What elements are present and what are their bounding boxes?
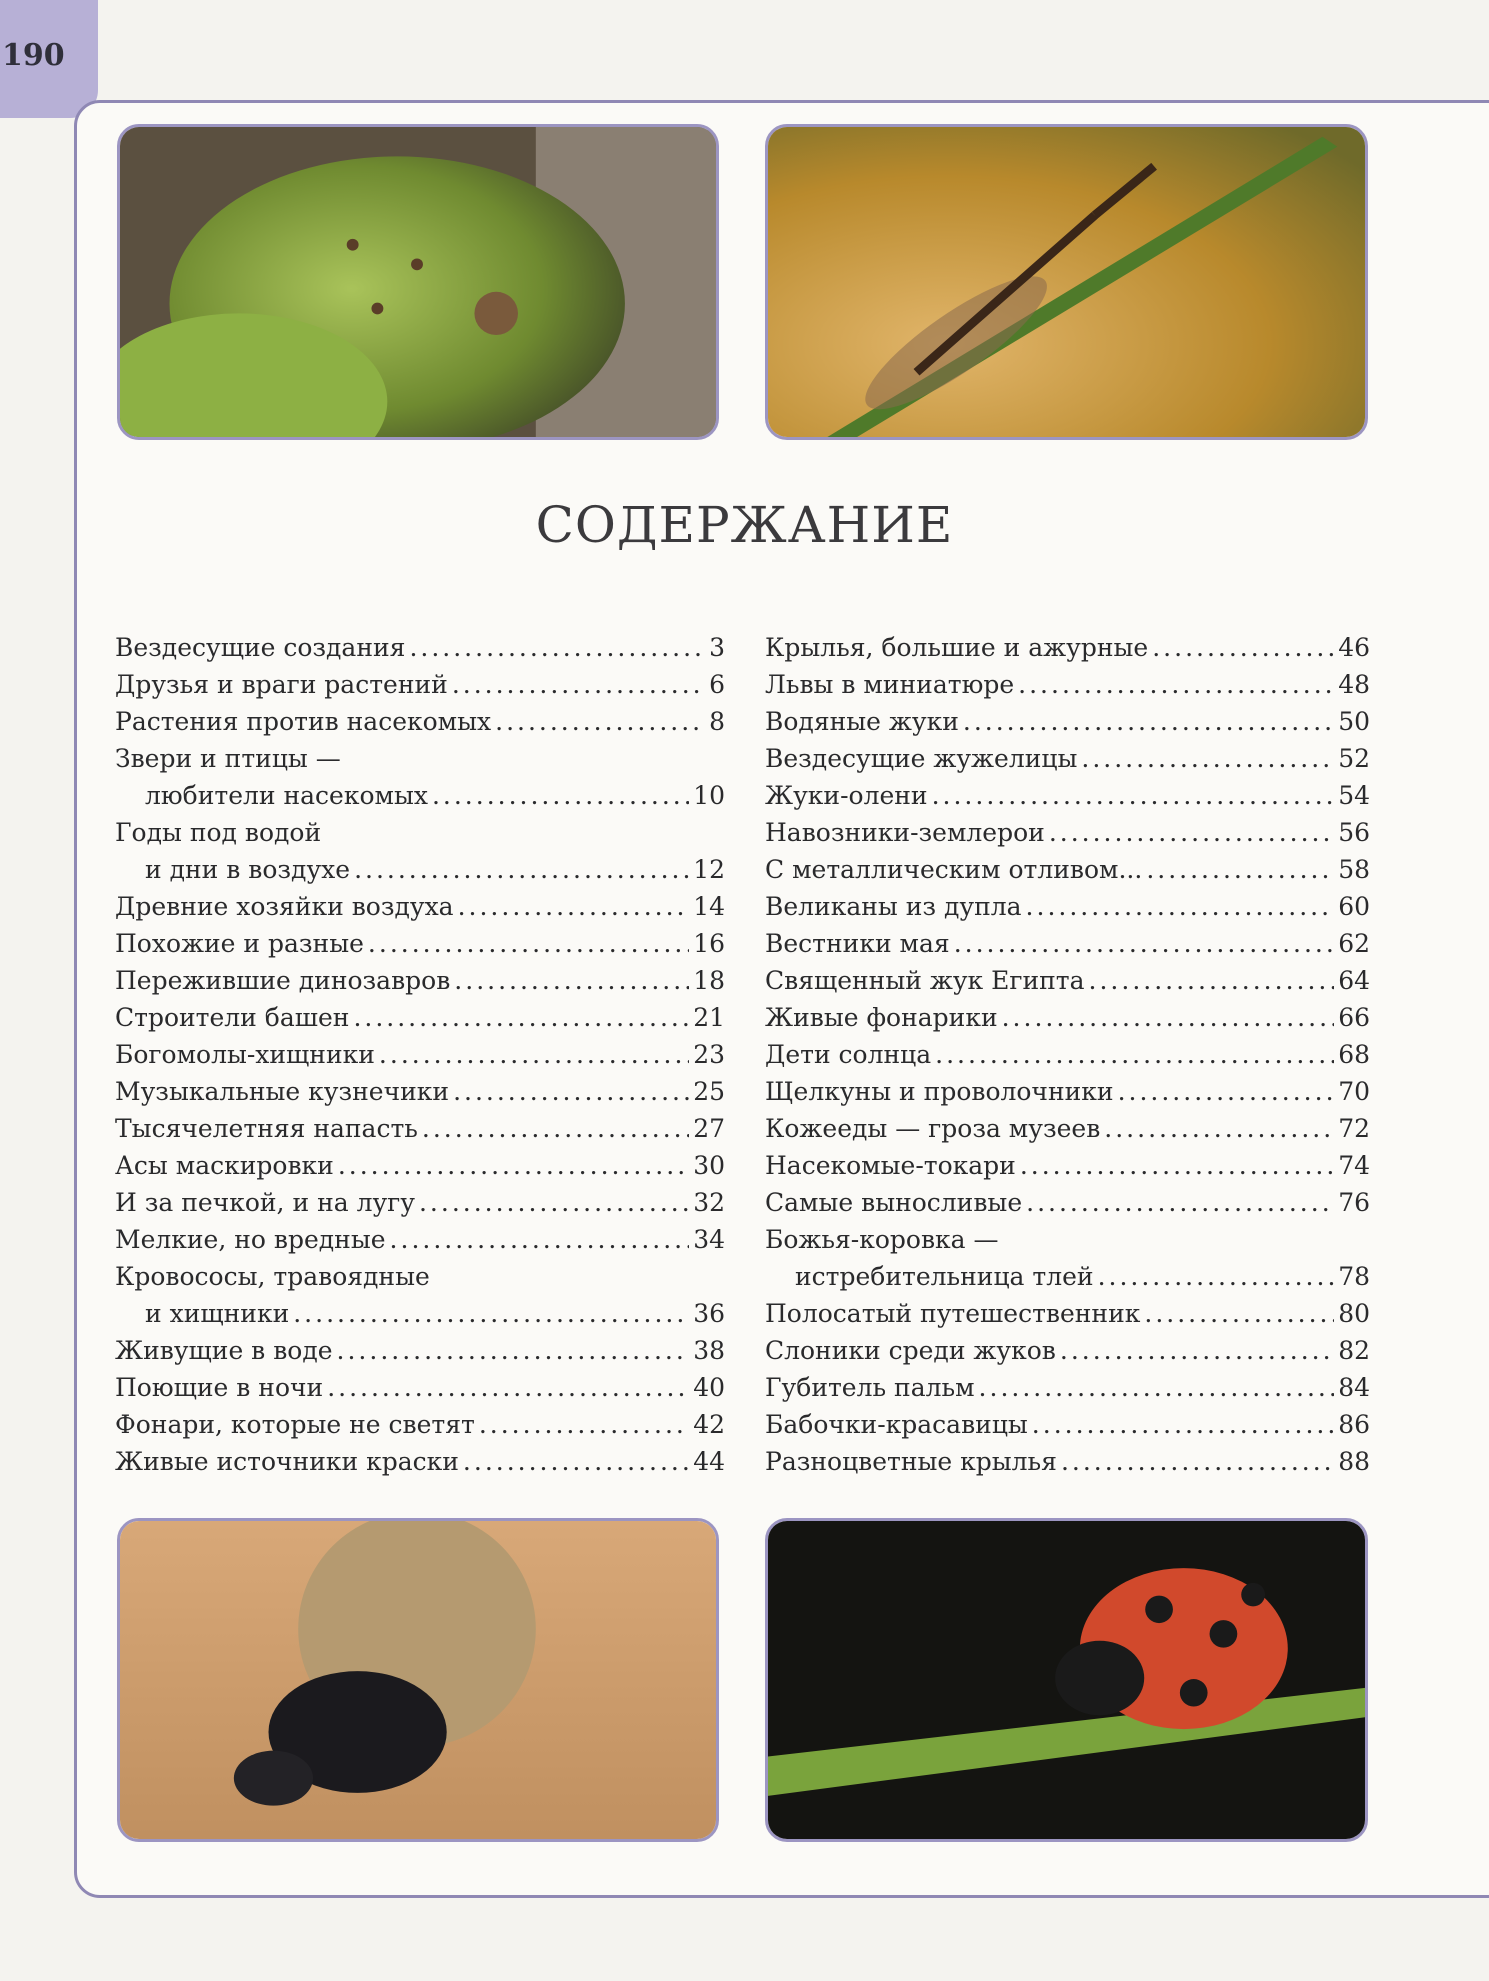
toc-leader-dots (1049, 818, 1334, 847)
toc-entry-page: 38 (693, 1336, 725, 1365)
toc-entry-title: Богомолы-хищники (115, 1040, 375, 1069)
toc-leader-dots (1098, 1262, 1335, 1291)
toc-entry (115, 1410, 725, 1447)
toc-entry-title: Асы маскировки (115, 1151, 334, 1180)
toc-leader-dots (327, 1373, 689, 1402)
toc-leader-dots (1026, 892, 1335, 921)
toc-entry (765, 1040, 1370, 1077)
toc-entry-title: любители насекомых (145, 781, 428, 810)
toc-entry (765, 633, 1370, 670)
toc-entry-page: 48 (1338, 670, 1370, 699)
toc-entry-title: Самые выносливые (765, 1188, 1023, 1217)
toc-entry-page: 44 (693, 1447, 725, 1476)
toc-entry-page: 18 (693, 966, 725, 995)
toc-entry (115, 818, 725, 855)
toc-entry (765, 929, 1370, 966)
toc-entry-title: Живые фонарики (765, 1003, 998, 1032)
toc-entry-title: Разноцветные крылья (765, 1447, 1057, 1476)
toc-entry-page: 25 (693, 1077, 725, 1106)
toc-entry (115, 633, 725, 670)
toc-leader-dots (979, 1373, 1335, 1402)
toc-entry-page: 34 (693, 1225, 725, 1254)
toc-entry-title: Поющие в ночи (115, 1373, 324, 1402)
toc-entry-title: Фонари, которые не светят (115, 1410, 475, 1439)
toc-entry-page: 3 (709, 633, 725, 662)
toc-leader-dots (337, 1336, 690, 1365)
toc-entry (115, 1114, 725, 1151)
toc-entry (765, 1151, 1370, 1188)
toc-leader-dots (1081, 744, 1334, 773)
toc-entry (115, 781, 725, 818)
toc-entry-title: Живущие в воде (115, 1336, 333, 1365)
toc-entry-page: 72 (1338, 1114, 1370, 1143)
toc-leader-dots (1060, 1336, 1334, 1365)
toc-entry-title: Древние хозяйки воздуха (115, 892, 454, 921)
toc-leader-dots (422, 1114, 689, 1143)
toc-entry-title: Звери и птицы — (115, 744, 341, 773)
toc-leader-dots (293, 1299, 689, 1328)
toc-entry-title: Львы в миниатюре (765, 670, 1015, 699)
toc-entry-title: Друзья и враги растений (115, 670, 448, 699)
toc-entry-page: 68 (1338, 1040, 1370, 1069)
toc-entry-title: С металлическим отливом... (765, 855, 1143, 884)
toc-entry (765, 1447, 1370, 1484)
toc-entry-title: Священный жук Египта (765, 966, 1085, 995)
toc-leader-dots (932, 781, 1335, 810)
toc-entry-page: 60 (1338, 892, 1370, 921)
toc-entry-page: 78 (1338, 1262, 1370, 1291)
toc-entry (765, 1373, 1370, 1410)
toc-entry-title: Мелкие, но вредные (115, 1225, 386, 1254)
toc-entry-page: 66 (1338, 1003, 1370, 1032)
toc-leader-dots (1144, 1299, 1334, 1328)
toc-entry-title: Вездесущие создания (115, 633, 406, 662)
toc-leader-dots (1061, 1447, 1334, 1476)
toc-entry-title: Годы под водой (115, 818, 322, 847)
toc-entry-page: 76 (1338, 1188, 1370, 1217)
page-number: 190 (2, 38, 65, 73)
toc-leader-dots (1104, 1114, 1334, 1143)
toc-leader-dots (452, 670, 705, 699)
toc-entry (765, 966, 1370, 1003)
toc-entry-title: Навозники-землерои (765, 818, 1045, 847)
toc-entry-page: 58 (1338, 855, 1370, 884)
toc-leader-dots (954, 929, 1335, 958)
toc-entry-title: Водяные жуки (765, 707, 959, 736)
toc-entry-page: 21 (693, 1003, 725, 1032)
toc-entry-page: 14 (693, 892, 725, 921)
toc-entry-title: И за печкой, и на лугу (115, 1188, 415, 1217)
toc-entry-title: Губитель пальм (765, 1373, 975, 1402)
toc-entry (765, 1410, 1370, 1447)
toc-entry-title: истребительница тлей (795, 1262, 1094, 1291)
toc-entry-title: Полосатый путешественник (765, 1299, 1141, 1328)
toc-entry (765, 1299, 1370, 1336)
toc-leader-dots (1020, 1151, 1334, 1180)
toc-leader-dots (409, 633, 705, 662)
toc-entry-title: Похожие и разные (115, 929, 364, 958)
toc-leader-dots (353, 1003, 689, 1032)
toc-leader-dots (1089, 966, 1335, 995)
toc-entry-title: Великаны из дупла (765, 892, 1022, 921)
toc-entry-title: Бабочки-красавицы (765, 1410, 1028, 1439)
toc-leader-dots (1146, 855, 1334, 884)
photo-dung-beetle (117, 1518, 719, 1842)
photo-green-insect (117, 124, 719, 440)
toc-entry-title: Божья-коровка — (765, 1225, 999, 1254)
toc-entry-page: 86 (1338, 1410, 1370, 1439)
toc-entry (765, 892, 1370, 929)
toc-entry-page: 70 (1338, 1077, 1370, 1106)
toc-leader-dots (453, 1077, 689, 1106)
toc-entry (765, 744, 1370, 781)
toc-entry (115, 670, 725, 707)
toc-entry (765, 707, 1370, 744)
toc-entry (765, 1003, 1370, 1040)
toc-leader-dots (368, 929, 689, 958)
toc-entry-page: 10 (693, 781, 725, 810)
toc-entry (765, 1114, 1370, 1151)
toc-entry-page: 16 (693, 929, 725, 958)
toc-leader-dots (354, 855, 689, 884)
toc-leader-dots (1002, 1003, 1335, 1032)
toc-entry (765, 855, 1370, 892)
toc-entry-page: 42 (693, 1410, 725, 1439)
toc-entry-page: 56 (1338, 818, 1370, 847)
page-title: СОДЕРЖАНИЕ (535, 496, 954, 554)
toc-leader-dots (458, 892, 690, 921)
toc-right-column (765, 633, 1370, 1484)
toc-entry (765, 781, 1370, 818)
toc-entry-title: Щелкуны и проволочники (765, 1077, 1114, 1106)
toc-entry-title: Растения против насекомых (115, 707, 492, 736)
toc-leader-dots (419, 1188, 689, 1217)
toc-entry-page: 54 (1338, 781, 1370, 810)
toc-entry-title: Живые источники краски (115, 1447, 459, 1476)
toc-entry-page: 36 (693, 1299, 725, 1328)
toc-leader-dots (1026, 1188, 1334, 1217)
photo-snakefly (765, 124, 1368, 440)
toc-entry (115, 966, 725, 1003)
toc-entry-title: Вездесущие жужелицы (765, 744, 1078, 773)
toc-entry-page: 27 (693, 1114, 725, 1143)
toc-entry-page: 40 (693, 1373, 725, 1402)
toc-entry (765, 1225, 1370, 1262)
toc-entry-title: Музыкальные кузнечики (115, 1077, 450, 1106)
toc-leader-dots (379, 1040, 689, 1069)
toc-entry-title: Крылья, большие и ажурные (765, 633, 1149, 662)
toc-entry-page: 32 (693, 1188, 725, 1217)
toc-leader-dots (479, 1410, 689, 1439)
toc-entry-title: Кожееды — гроза музеев (765, 1114, 1101, 1143)
toc-leader-dots (1032, 1410, 1334, 1439)
toc-left-column (115, 633, 725, 1484)
toc-leader-dots (454, 966, 689, 995)
toc-entry (115, 1077, 725, 1114)
toc-entry-page: 88 (1338, 1447, 1370, 1476)
toc-leader-dots (1118, 1077, 1335, 1106)
toc-entry-title: Жуки-олени (765, 781, 928, 810)
toc-entry-title: Тысячелетняя напасть (115, 1114, 418, 1143)
toc-entry-page: 8 (709, 707, 725, 736)
toc-entry (115, 1373, 725, 1410)
toc-entry-page: 80 (1338, 1299, 1370, 1328)
toc-entry (765, 1336, 1370, 1373)
toc-entry-title: Вестники мая (765, 929, 950, 958)
toc-entry (115, 1225, 725, 1262)
toc-entry (115, 1336, 725, 1373)
toc-leader-dots (1152, 633, 1334, 662)
toc-entry (115, 1151, 725, 1188)
toc-entry (765, 818, 1370, 855)
toc-leader-dots (390, 1225, 690, 1254)
toc-leader-dots (963, 707, 1334, 736)
toc-entry (765, 1262, 1370, 1299)
toc-entry-page: 52 (1338, 744, 1370, 773)
toc-leader-dots (935, 1040, 1334, 1069)
toc-leader-dots (432, 781, 689, 810)
toc-entry (115, 1299, 725, 1336)
toc-entry-page: 6 (709, 670, 725, 699)
toc-entry (115, 744, 725, 781)
toc-entry (115, 1262, 725, 1299)
toc-entry (765, 1188, 1370, 1225)
toc-entry-title: и хищники (145, 1299, 290, 1328)
toc-entry-page: 62 (1338, 929, 1370, 958)
toc-entry (115, 855, 725, 892)
toc-entry-page: 84 (1338, 1373, 1370, 1402)
toc-entry (115, 707, 725, 744)
toc-entry-title: и дни в воздухе (145, 855, 351, 884)
toc-entry-page: 12 (693, 855, 725, 884)
toc-entry (115, 1003, 725, 1040)
toc-entry-page: 46 (1338, 633, 1370, 662)
toc-entry (115, 1447, 725, 1484)
toc-entry-page: 64 (1338, 966, 1370, 995)
toc-entry-title: Пережившие динозавров (115, 966, 451, 995)
toc-entry-page: 74 (1338, 1151, 1370, 1180)
toc-entry (765, 1077, 1370, 1114)
toc-entry-title: Строители башен (115, 1003, 350, 1032)
toc-entry-title: Кровососы, травоядные (115, 1262, 430, 1291)
toc-leader-dots (1018, 670, 1334, 699)
toc-entry-title: Слоники среди жуков (765, 1336, 1056, 1365)
toc-entry (115, 929, 725, 966)
toc-leader-dots (338, 1151, 689, 1180)
toc-entry-title: Насекомые-токари (765, 1151, 1016, 1180)
toc-entry-page: 23 (693, 1040, 725, 1069)
toc-entry-title: Дети солнца (765, 1040, 932, 1069)
toc-entry-page: 30 (693, 1151, 725, 1180)
toc-entry (115, 1188, 725, 1225)
toc-leader-dots (495, 707, 705, 736)
toc-entry (115, 892, 725, 929)
toc-entry (765, 670, 1370, 707)
toc-entry (115, 1040, 725, 1077)
toc-leader-dots (463, 1447, 689, 1476)
photo-ladybug (765, 1518, 1368, 1842)
toc-entry-page: 50 (1338, 707, 1370, 736)
toc-entry-page: 82 (1338, 1336, 1370, 1365)
